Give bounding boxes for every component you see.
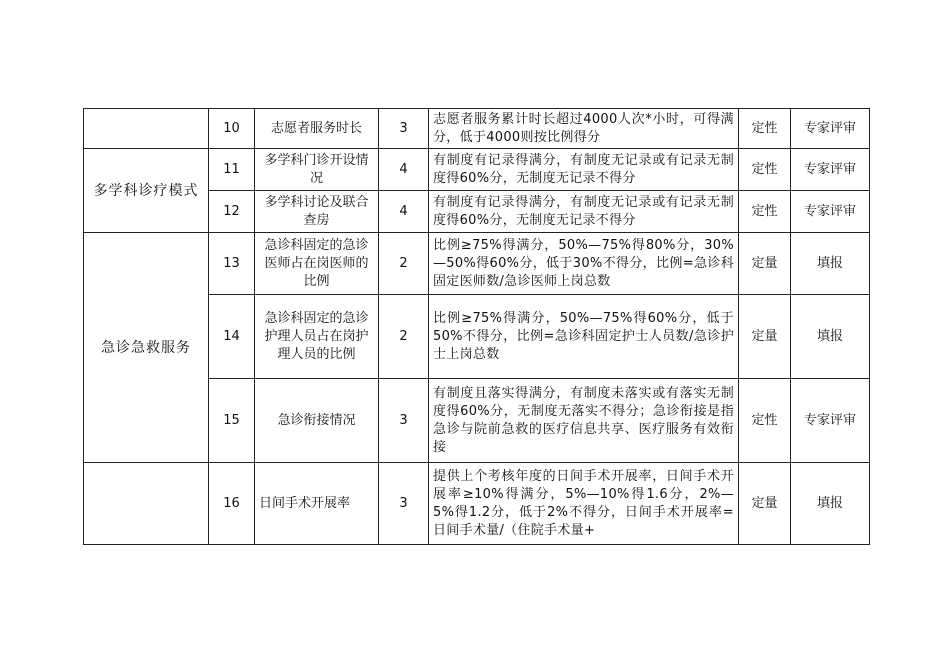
indicator-name: 多学科门诊开设情况 — [255, 149, 379, 191]
table-row — [84, 149, 870, 191]
item-number: 13 — [209, 233, 255, 295]
score-value: 3 — [379, 109, 429, 149]
indicator-type: 定量 — [739, 463, 791, 545]
category-cell — [84, 109, 209, 149]
indicator-name: 急诊衔接情况 — [255, 379, 379, 463]
item-number: 15 — [209, 379, 255, 463]
indicator-name: 志愿者服务时长 — [255, 109, 379, 149]
scoring-rule: 有制度有记录得满分，有制度无记录或有记录无制度得60%分，无制度无记录不得分 — [429, 191, 739, 233]
evaluation-method: 专家评审 — [791, 109, 870, 149]
indicator-name: 多学科讨论及联合查房 — [255, 191, 379, 233]
indicator-name: 急诊科固定的急诊护理人员占在岗护理人员的比例 — [255, 295, 379, 379]
category-cell: 急诊急救服务 — [84, 233, 209, 463]
item-number: 12 — [209, 191, 255, 233]
evaluation-method: 填报 — [791, 463, 870, 545]
indicator-type: 定量 — [739, 295, 791, 379]
evaluation-method: 专家评审 — [791, 191, 870, 233]
indicator-name: 急诊科固定的急诊医师占在岗医师的比例 — [255, 233, 379, 295]
scoring-rule: 提供上个考核年度的日间手术开展率，日间手术开展率≥10%得满分，5%—10%得1.6分，2%—5%得1.2分，低于2%不得分，日间手术开展率=日间手术量/（住院手术量+ — [429, 463, 739, 545]
scoring-rule: 比例≥75%得满分，50%—75%得60%分，低于50%不得分，比例=急诊科固定护士人员数/急诊护士上岗总数 — [429, 295, 739, 379]
table-row — [84, 463, 870, 545]
score-value: 2 — [379, 295, 429, 379]
evaluation-table — [83, 108, 870, 545]
indicator-type: 定性 — [739, 109, 791, 149]
evaluation-method: 专家评审 — [791, 149, 870, 191]
scoring-rule: 有制度有记录得满分，有制度无记录或有记录无制度得60%分，无制度无记录不得分 — [429, 149, 739, 191]
table-row — [84, 109, 870, 149]
evaluation-method: 填报 — [791, 233, 870, 295]
evaluation-method: 专家评审 — [791, 379, 870, 463]
category-cell — [84, 463, 209, 545]
scoring-rule: 志愿者服务累计时长超过4000人次*小时，可得满分，低于4000则按比例得分 — [429, 109, 739, 149]
indicator-type: 定量 — [739, 233, 791, 295]
indicator-type: 定性 — [739, 379, 791, 463]
score-value: 4 — [379, 149, 429, 191]
indicator-type: 定性 — [739, 149, 791, 191]
table-row — [84, 233, 870, 295]
score-value: 3 — [379, 379, 429, 463]
indicator-name: 日间手术开展率 — [255, 463, 379, 545]
category-cell: 多学科诊疗模式 — [84, 149, 209, 233]
indicator-type: 定性 — [739, 191, 791, 233]
score-value: 2 — [379, 233, 429, 295]
score-value: 4 — [379, 191, 429, 233]
score-value: 3 — [379, 463, 429, 545]
item-number: 16 — [209, 463, 255, 545]
evaluation-method: 填报 — [791, 295, 870, 379]
item-number: 14 — [209, 295, 255, 379]
item-number: 10 — [209, 109, 255, 149]
scoring-rule: 有制度且落实得满分，有制度未落实或有落实无制度得60%分，无制度无落实不得分；急诊衔接是指急诊与院前急救的医疗信息共享、医疗服务有效衔接 — [429, 379, 739, 463]
scoring-rule: 比例≥75%得满分，50%—75%得80%分，30%—50%得60%分，低于30%不得分，比例=急诊科固定医师数/急诊医师上岗总数 — [429, 233, 739, 295]
item-number: 11 — [209, 149, 255, 191]
